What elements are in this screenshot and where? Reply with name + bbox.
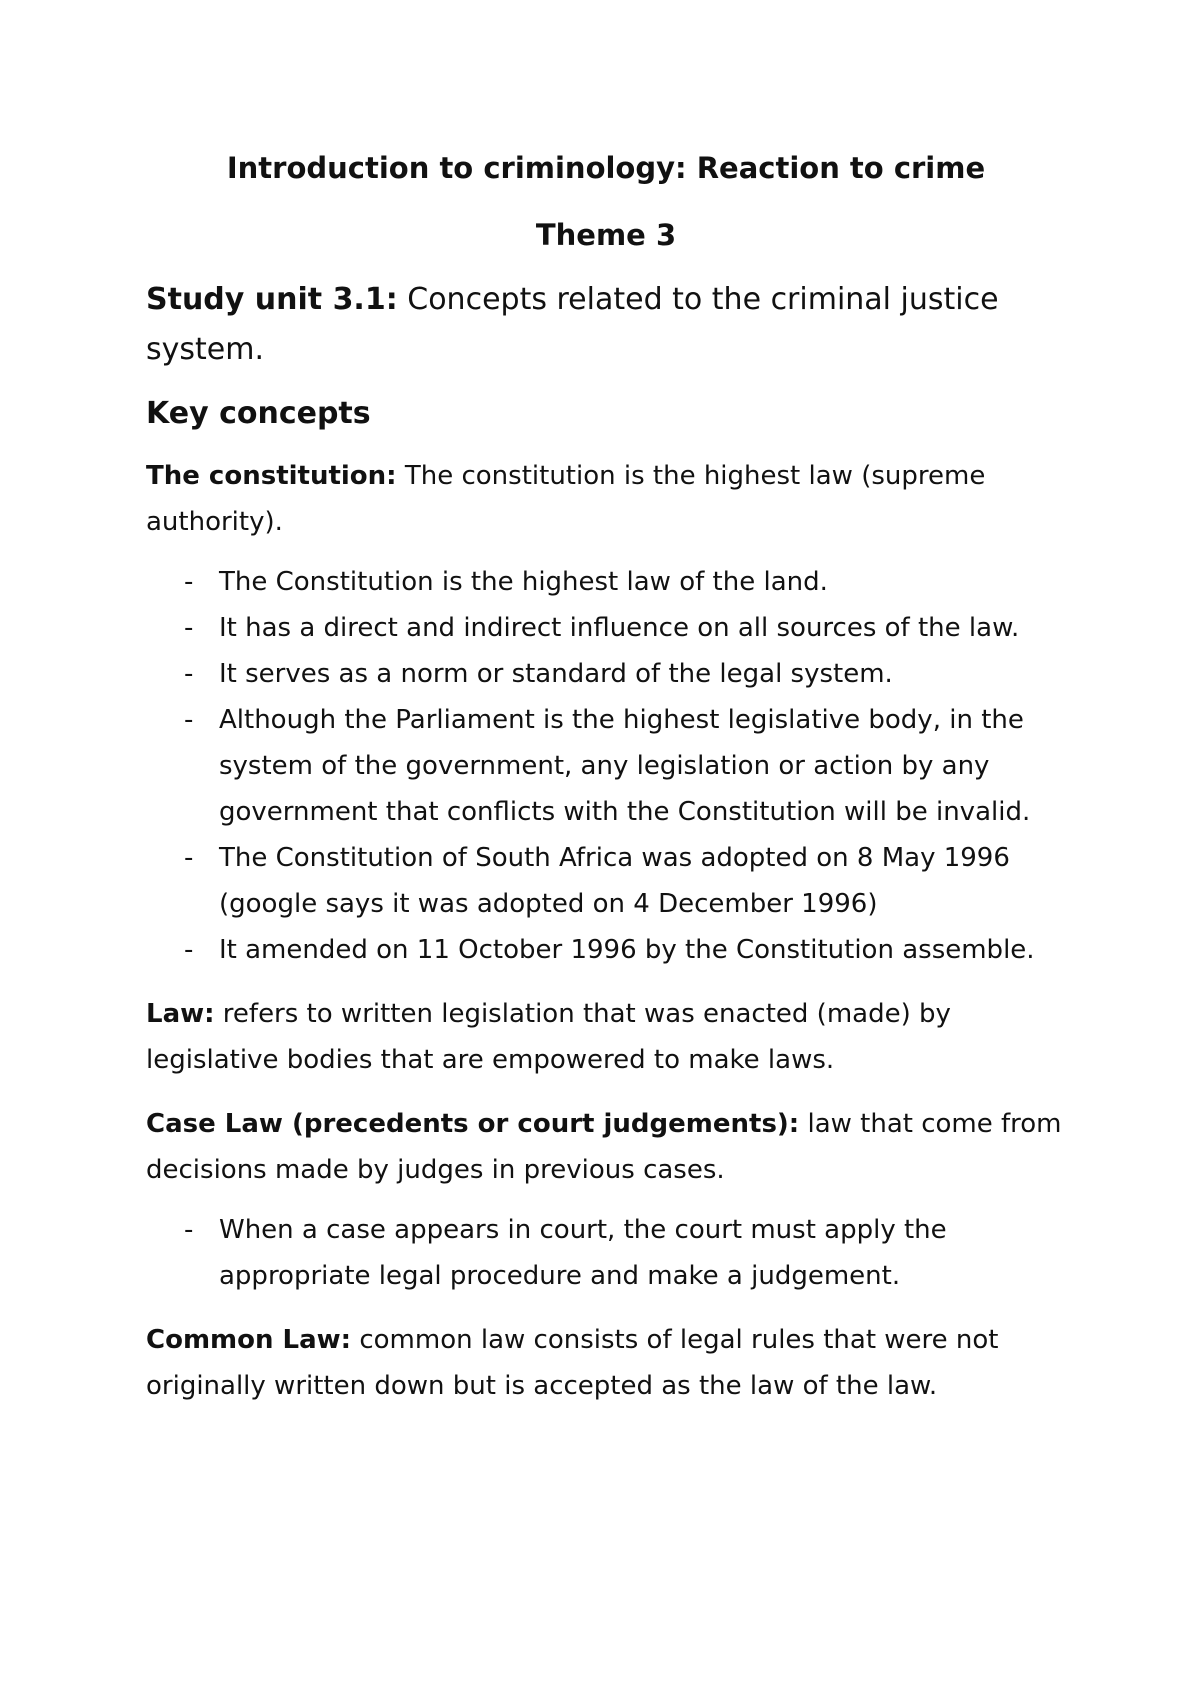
law-label: Law: — [146, 999, 215, 1029]
dash-bullet: - — [184, 1215, 194, 1245]
key-concepts-heading: Key concepts — [146, 396, 371, 431]
dash-bullet: - — [184, 659, 194, 689]
common-law-text: common law consists of legal rules that were not originally written down but is accepted as the law of the law. — [146, 1325, 999, 1401]
case-law-bullet-list — [146, 1207, 1066, 1299]
case-law-text: law that come from decisions made by judges in previous cases. — [146, 1109, 1062, 1185]
list-item-text: It serves as a norm or standard of the legal system. — [219, 659, 893, 689]
law-text: refers to written legislation that was enacted (made) by legislative bodies that are empowered to make laws. — [146, 999, 951, 1075]
list-item — [146, 651, 1066, 697]
list-item-text: It has a direct and indirect influence on all sources of the law. — [219, 613, 1020, 643]
study-unit-label: Study unit 3.1: — [146, 282, 398, 317]
dash-bullet: - — [184, 567, 194, 597]
list-item — [146, 697, 1066, 835]
list-item — [146, 835, 1066, 927]
document-page — [146, 148, 1066, 1409]
constitution-label: The constitution: — [146, 461, 397, 491]
list-item-text: When a case appears in court, the court must apply the appropriate legal procedure and make a judgement. — [219, 1215, 947, 1291]
list-item — [146, 1207, 1066, 1299]
constitution-text: The constitution is the highest law (supreme authority). — [146, 461, 986, 537]
dash-bullet: - — [184, 843, 194, 873]
document-title: Introduction to criminology: Reaction to crime — [226, 151, 986, 185]
common-law-definition — [146, 1317, 1066, 1409]
study-unit-text: Concepts related to the criminal justice system. — [146, 282, 999, 367]
list-item-text: Although the Parliament is the highest legislative body, in the system of the government, any legislation or action by any government that conflicts with the Constitution will be invalid. — [219, 705, 1031, 827]
list-item — [146, 927, 1066, 973]
dash-bullet: - — [184, 613, 194, 643]
list-item-text: The Constitution is the highest law of the land. — [219, 567, 828, 597]
constitution-bullet-list — [146, 559, 1066, 973]
list-item — [146, 605, 1066, 651]
case-law-definition — [146, 1101, 1066, 1193]
case-law-label: Case Law (precedents or court judgements): — [146, 1109, 800, 1139]
law-definition — [146, 991, 1066, 1083]
study-unit-line — [146, 275, 1066, 375]
dash-bullet: - — [184, 935, 194, 965]
constitution-definition — [146, 453, 1066, 545]
list-item — [146, 559, 1066, 605]
common-law-label: Common Law: — [146, 1325, 352, 1355]
list-item-text: The Constitution of South Africa was adopted on 8 May 1996 (google says it was adopted on 4 December 1996) — [219, 843, 1010, 919]
theme-heading: Theme 3 — [535, 218, 677, 252]
dash-bullet: - — [184, 705, 194, 735]
list-item-text: It amended on 11 October 1996 by the Constitution assemble. — [219, 935, 1035, 965]
